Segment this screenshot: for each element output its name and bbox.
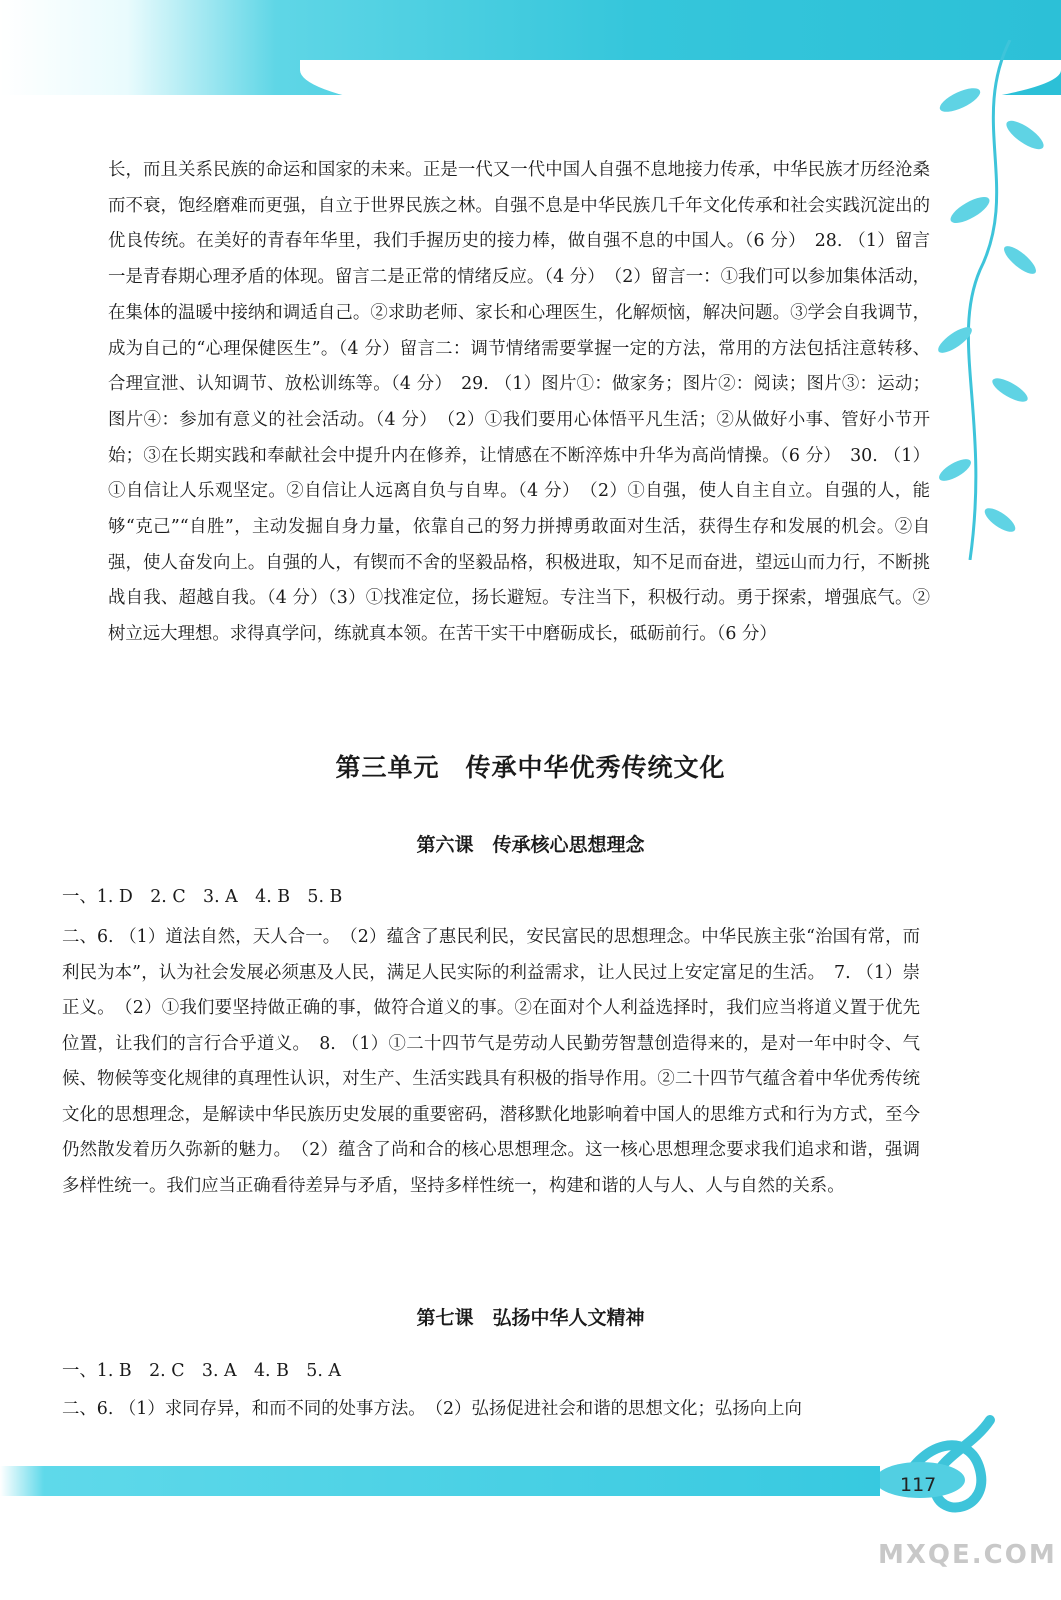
lesson6-multiple-choice-answers: 一、1. D 2. C 3. A 4. B 5. B xyxy=(62,887,343,907)
lesson6-short-answers: 二、6. （1）道法自然，天人合一。 （2）蕴含了惠民利民，安民富民的思想理念。中华民族主张“治国有常，而利民为本”，认为社会发展必须惠及人民，满足人民实际的利益需求，让人民过上安定富足的生活。 7. （1）崇正义。 （2）①我们要坚持做正确的事，做符合道义的事。②在面对个人利益选择时，我们应当将道义置于优先位置，让我们的言行合乎道义。 8. （1）①二十四节气是劳动人民勤劳智慧创造得来的，是对一年中时令、气候、物候等变化规律的真理性认识，对生产、生活实践具有积极的指导作用。②二十四节气蕴含着中华优秀传统文化的思想理念，是解读中华民族历史发展的重要密码，潜移默化地影响着中国人的思维方式和行为方式，至今仍然散发着历久弥新的魅力。 （2）蕴含了尚和合的核心思想理念。这一核心思想理念要求我们追求和谐，强调多样性统一。我们应当正确看待差异与矛盾，坚持多样性统一，构建和谐的人与人、人与自然的关系。 xyxy=(62,927,920,1196)
continued-answer-paragraph: 长，而且关系民族的命运和国家的未来。正是一代又一代中国人自强不息地接力传承，中华民族才历经沧桑而不衰，饱经磨难而更强，自立于世界民族之林。自强不息是中华民族几千年文化传承和社会实践沉淀出的优良传统。在美好的青春年华里，我们手握历史的接力棒，做自强不息的中国人。（6 分） 28. （1）留言一是青春期心理矛盾的体现。留言二是正常的情绪反应。（4 分） （2）留言一：①我们可以参加集体活动，在集体的温暖中接纳和调适自己。②求助老师、家长和心理医生，化解烦恼，解决问题。③学会自我调节，成为自己的“心理保健医生”。（4 分）留言二：调节情绪需要掌握一定的方法，常用的方法包括注意转移、合理宣泄、认知调节、放松训练等。（4 分） 29. （1）图片①：做家务；图片②：阅读；图片③：运动；图片④：参加有意义的社会活动。（4 分） （2）①我们要用心体悟平凡生活；②从做好小事、管好小节开始；③在长期实践和奉献社会中提升内在修养，让情感在不断淬炼中升华为高尚情操。（6 分） 30. （1）①自信让人乐观坚定。②自信让人远离自负与自卑。（4 分） （2）①自强，使人自主自立。自强的人，能够“克己”“自胜”，主动发掘自身力量，依靠自己的努力拼搏勇敢面对生活，获得生存和发展的机会。②自强，使人奋发向上。自强的人，有锲而不舍的坚毅品格，积极进取，知不足而奋进，望远山而力行，不断挑战自我、超越自我。（4 分）（3）①找准定位，扬长避短。专注当下，积极行动。勇于探索，增强底气。②树立远大理想。求得真学问，练就真本领。在苦干实干中磨砺成长，砥砺前行。（6 分） xyxy=(108,160,930,645)
lesson7-multiple-choice-answers: 一、1. B 2. C 3. A 4. B 5. A xyxy=(62,1361,341,1381)
page-number: 117 xyxy=(900,1474,937,1496)
lesson7-short-answers: 二、6. （1）求同存异，和而不同的处事方法。 （2）弘扬促进社会和谐的思想文化；弘扬向上向 xyxy=(62,1399,802,1419)
lesson7-title: 第七课 弘扬中华人文精神 xyxy=(416,1307,645,1329)
unit-title: 第三单元 传承中华优秀传统文化 xyxy=(335,753,726,782)
watermark: MXQE.COM xyxy=(878,1540,1057,1570)
lesson6-title: 第六课 传承核心思想理念 xyxy=(416,834,645,856)
swirl-decoration-icon xyxy=(880,1400,1061,1600)
footer-decoration-band xyxy=(0,1466,880,1496)
